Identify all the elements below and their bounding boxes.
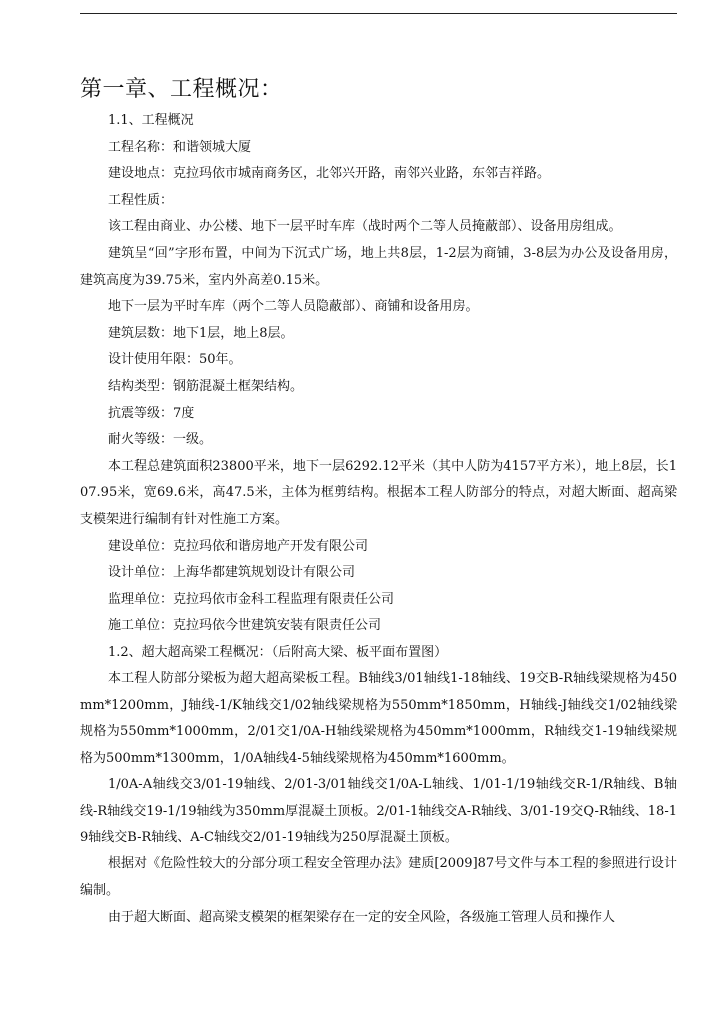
design-life: 设计使用年限：50年。: [108, 352, 242, 368]
area-summary: 本工程总建筑面积23800平米，地下一层6292.12平米（其中人防为4157平方米），地上8层，长107.95米，宽69.6米，高47.5米，主体为框剪结构。根据本工程人防部分的特点，对超大断面、超高梁支模架进行编制有针对性施工方案。: [80, 458, 677, 527]
building-layout: 建筑呈“回”字形布置，中间为下沉式广场，地上共8层，1-2层为商铺，3-8层为办公及设备用房，建筑高度为39.75米，室内外高差0.15米。: [80, 245, 677, 288]
section-heading-1-1: 1.1、工程概况: [108, 113, 194, 128]
risk-note: 由于超大断面、超高梁支模架的框架梁存在一定的安全风险，各级施工管理人员和操作人: [108, 909, 616, 925]
slab-specs: 1/0A-A轴线交3/01-19轴线、2/01-3/01轴线交1/0A-L轴线、1/01-1/19轴线交R-1/R轴线、B轴线-R轴线交19-1/19轴线为350mm厚混凝土顶板。2/01-1轴线交A-R轴线、3/01-19交Q-R轴线、18-19轴线交B-R轴线、A-C轴线交2/01-19轴线为250厚混凝土顶板。: [80, 777, 677, 845]
chapter-title: 第一章、工程概况：: [80, 77, 283, 102]
design-basis: 根据对《危险性较大的分部分项工程安全管理办法》建质[2009]87号文件与本工程的参照进行设计编制。: [80, 856, 677, 898]
floor-count: 建筑层数：地下1层，地上8层。: [108, 325, 294, 341]
fire-rating: 耐火等级：一级。: [108, 432, 213, 448]
beam-specs: 本工程人防部分梁板为超大超高梁板工程。B轴线3/01轴线1-18轴线、19交B-R轴线梁规格为450mm*1200mm，J轴线-1/K轴线交1/02轴线梁规格为550mm*1850mm，H轴线-J轴线交1/02轴线梁规格为550mm*1000mm，2/01交1/0A-H轴线梁规格为450mm*1000mm，R轴线交1-19轴线梁规格为500mm*1300mm，1/0A轴线4-5轴线梁规格为450mm*1600mm。: [80, 671, 677, 766]
project-composition: 该工程由商业、办公楼、地下一层平时车库（战时两个二等人员掩蔽部）、设备用房组成。: [108, 219, 622, 235]
owner-unit: 建设单位：克拉玛依和谐房地产开发有限公司: [108, 538, 369, 554]
project-location: 建设地点：克拉玛依市城南商务区，北邻兴开路，南邻兴业路，东邻吉祥路。: [108, 166, 551, 182]
document-body: [80, 72, 677, 931]
project-nature-label: 工程性质：: [108, 192, 174, 208]
design-unit: 设计单位：上海华都建筑规划设计有限公司: [108, 565, 356, 581]
project-name: 工程名称：和谐领城大厦: [108, 139, 252, 155]
supervision-unit: 监理单位：克拉玛依市金科工程监理有限责任公司: [108, 591, 395, 607]
header-rule: [80, 13, 677, 14]
section-heading-1-2: 1.2、超大超高梁工程概况：（后附高大梁、板平面布置图）: [108, 644, 448, 660]
construction-unit: 施工单位：克拉玛依今世建筑安装有限责任公司: [108, 618, 382, 634]
structure-type: 结构类型：钢筋混凝土框架结构。: [108, 378, 304, 394]
basement-use: 地下一层为平时车库（两个二等人员隐蔽部）、商铺和设备用房。: [108, 299, 479, 315]
seismic-grade: 抗震等级：7度: [108, 405, 195, 421]
